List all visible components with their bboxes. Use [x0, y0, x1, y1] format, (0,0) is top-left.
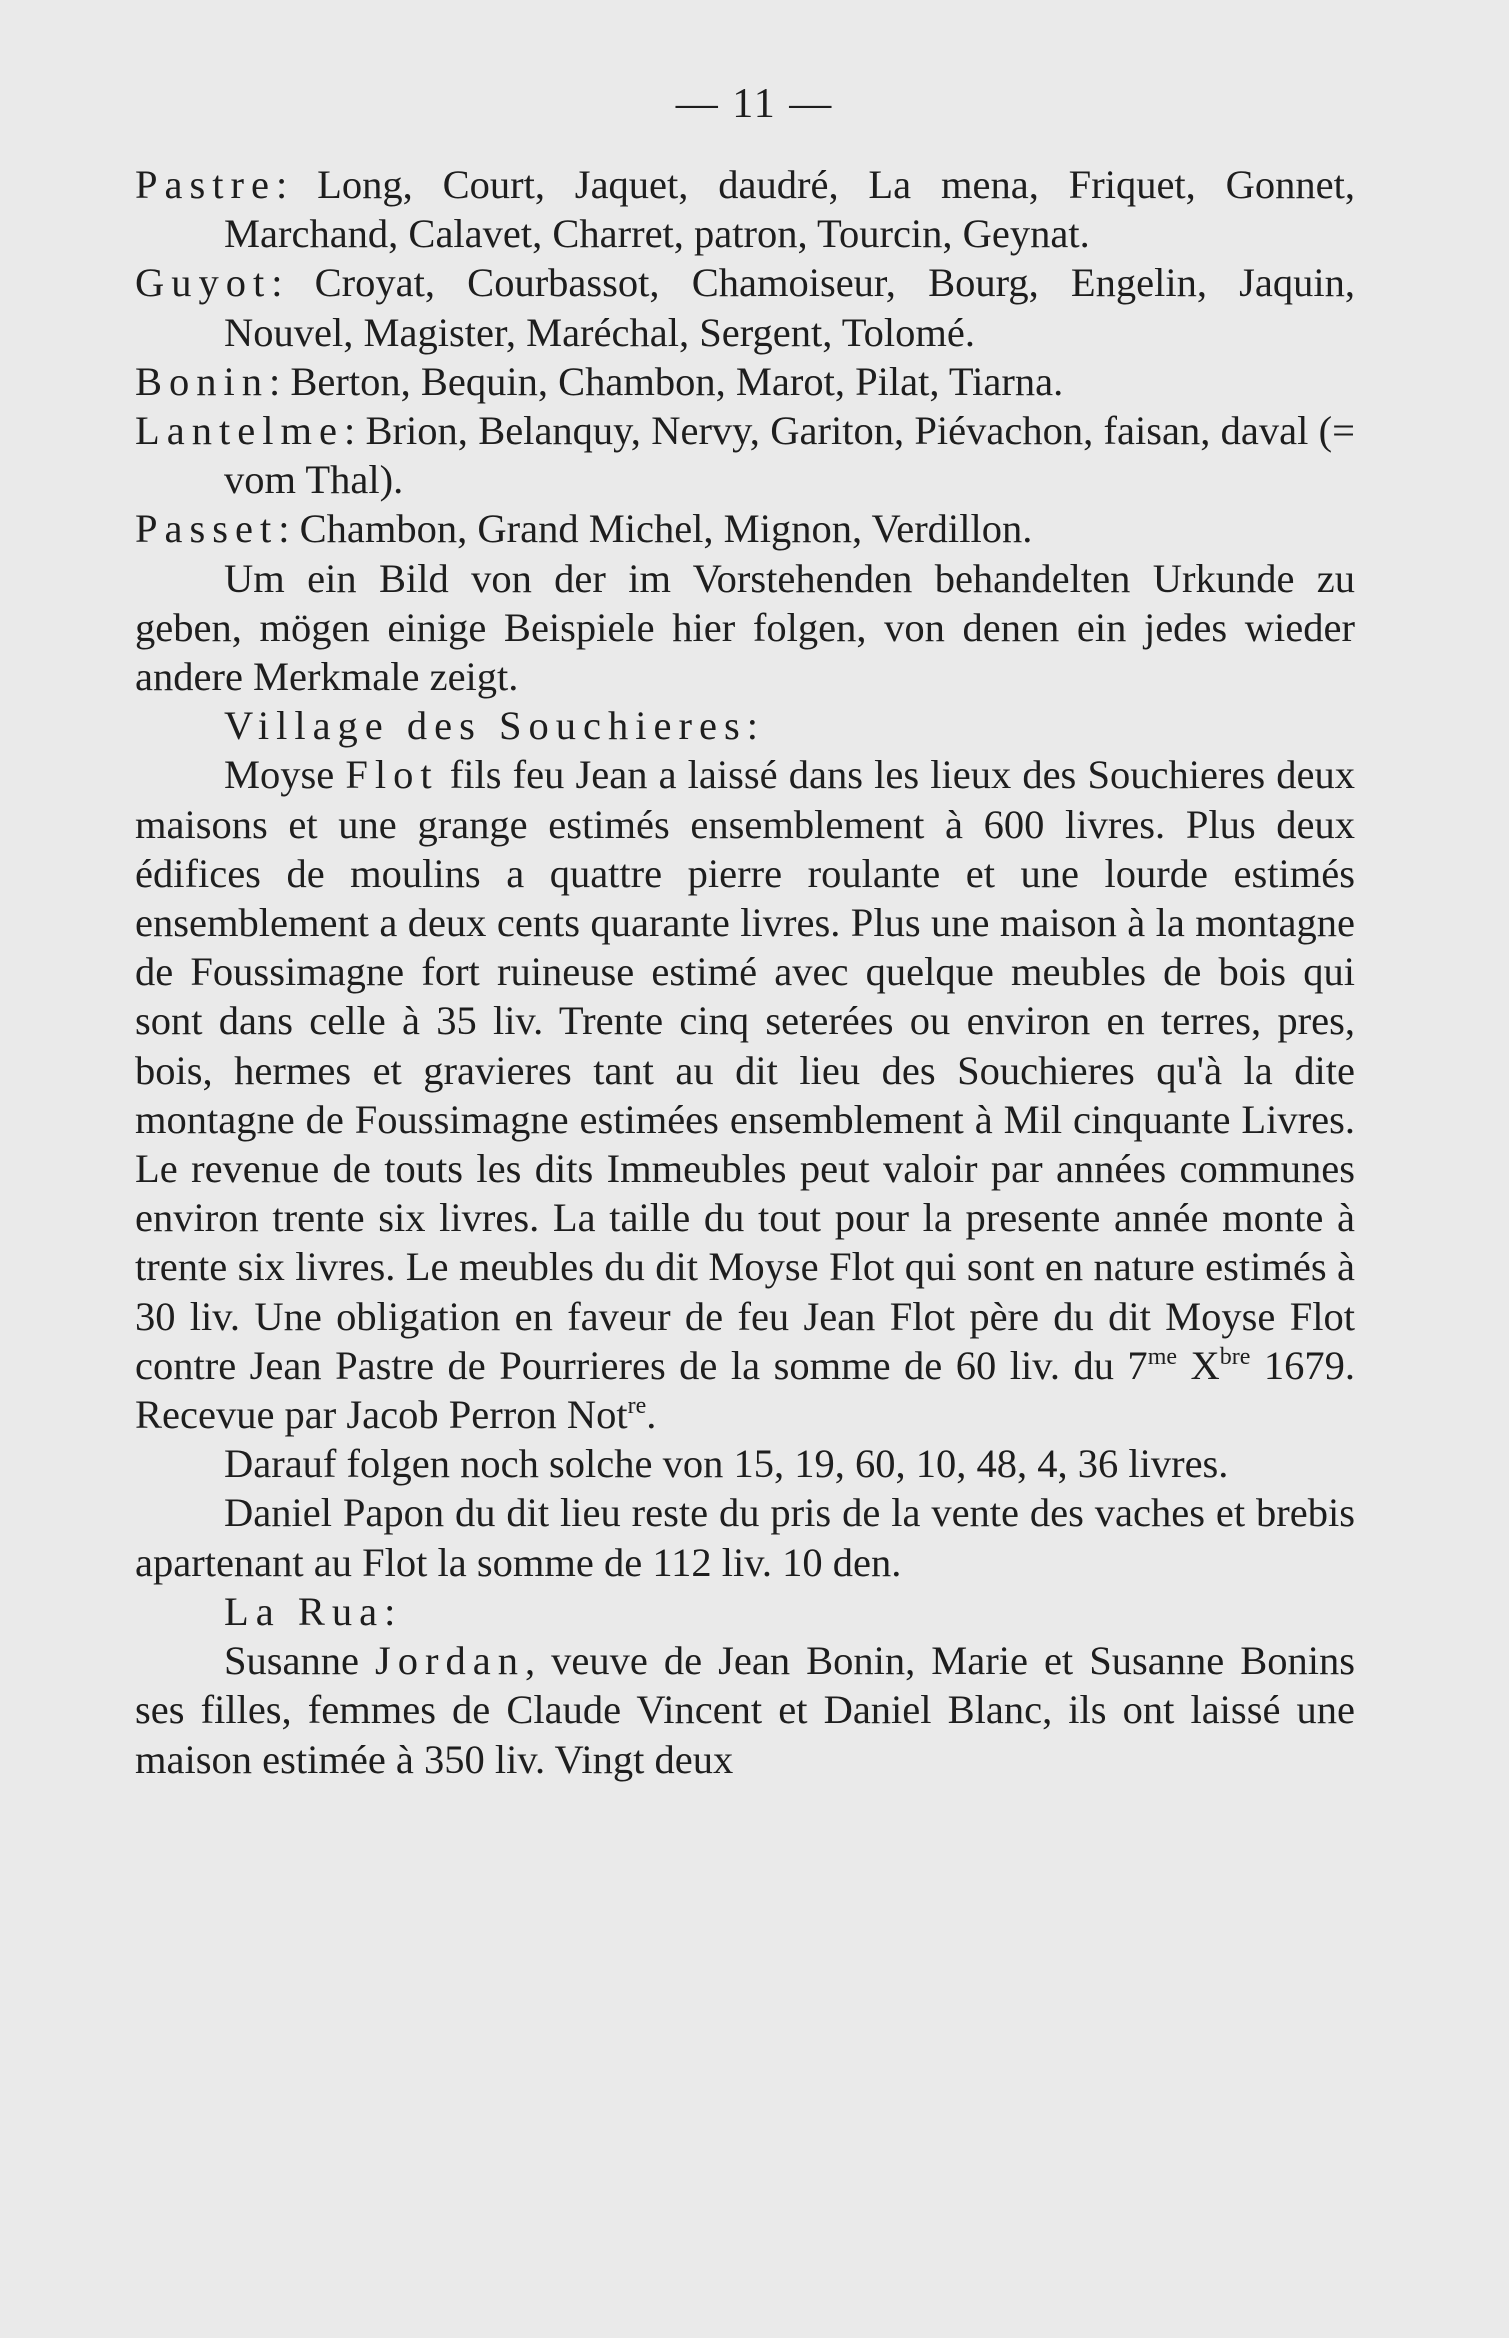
name-entry-guyot: Guyot: Croyat, Courbassot, Chamoiseur, Bourg, Engelin, Jaquin, Nouvel, Magister, Maréchal, Sergent, Tolomé. — [135, 260, 1355, 355]
nicknames: Berton, Bequin, Chambon, Marot, Pilat, Tiarna. — [280, 358, 1064, 404]
page-body — [135, 160, 1355, 1784]
nicknames: Chambon, Grand Michel, Mignon, Verdillon. — [289, 506, 1033, 552]
family-name: Pastre — [135, 162, 276, 207]
name-entry-passet: Passet: Chambon, Grand Michel, Mignon, Verdillon. — [135, 506, 1033, 552]
name-entry-bonin: Bonin: Berton, Bequin, Chambon, Marot, Pilat, Tiarna. — [135, 358, 1064, 404]
paragraph-darauf: Darauf folgen noch solche von 15, 19, 60, 10, 48, 4, 36 livres. — [224, 1441, 1229, 1487]
name-entry-pastre: Pastre: Long, Court, Jaquet, daudré, La mena, Friquet, Gonnet, Marchand, Calavet, Charret, patron, Tourcin, Geynat. — [135, 162, 1355, 257]
family-name: Bonin — [135, 358, 270, 404]
section-heading-souchieres: Village des Souchieres: — [224, 703, 765, 749]
emphasized-name: Jordan — [375, 1638, 525, 1684]
nicknames: Croyat, Courbassot, Chamoiseur, Bourg, Engelin, Jaquin, Nouvel, Magister, Maréchal, Sergent, Tolomé. — [224, 260, 1355, 355]
emphasized-name: Flot — [345, 752, 439, 798]
page-number: — 11 — — [675, 81, 834, 127]
nicknames: Brion, Belanquy, Nervy, Gariton, Piévachon, faisan, daval (= vom Thal). — [224, 408, 1355, 503]
name-entry-lantelme: Lantelme: Brion, Belanquy, Nervy, Gariton, Piévachon, faisan, daval (= vom Thal). — [135, 408, 1355, 503]
paragraph-papon: Daniel Papon du dit lieu reste du pris de la vente des vaches et brebis apartenant au Flot la somme de 112 liv. 10 den. — [135, 1490, 1355, 1585]
nicknames: Long, Court, Jaquet, daudré, La mena, Friquet, Gonnet, Marchand, Calavet, Charret, patron, Tourcin, Geynat. — [224, 162, 1355, 257]
paragraph-susanne-jordan: Susanne Jordan, veuve de Jean Bonin, Marie et Susanne Bonins ses filles, femmes de Claude Vincent et Daniel Blanc, ils ont laissé une maison estimée à 350 liv. Vingt deux — [135, 1638, 1355, 1782]
intro-paragraph: Um ein Bild von der im Vorstehenden behandelten Urkunde zu geben, mögen einige Beispiele hier folgen, von denen ein jedes wieder andere Merkmale zeigt. — [135, 555, 1355, 700]
paragraph-moyse-flot: Moyse Flot fils feu Jean a laissé dans les lieux des Souchieres deux maisons et une grange estimés ensemblement à 600 livres. Plus deux édifices de moulins a quattre pierre roulante et une lourde estimés ensemblement a deux cents quarante livres. Plus une maison à la montagne de Foussimagne fort ruineuse estimé avec quelque meubles de bois qui sont dans celle à 35 liv. Trente cinq seterées ou environ en terres, pres, bois, hermes et gravieres tant au dit lieu des Souchieres qu'à la dite montagne de Foussimagne estimées ensemblement à Mil cinquante Livres. Le revenue de touts les dits Immeubles peut valoir par années communes environ trente six livres. La taille du tout pour la presente année monte à trente six livres. Le meubles du dit Moyse Flot qui sont en nature estimés à 30 liv. Une obligation en faveur de feu Jean Flot père du dit Moyse Flot contre Jean Pastre de Pourrieres de la somme de 60 liv. du $7^{me}$ $X^{bre}$ 1679. Recevue par Jacob Perron Not$^{re}$. — [135, 752, 1356, 1438]
family-name: Lantelme — [135, 408, 344, 454]
family-name: Passet — [135, 506, 279, 552]
section-heading-la-rua: La Rua: — [224, 1588, 403, 1634]
family-name: Guyot — [135, 260, 272, 306]
